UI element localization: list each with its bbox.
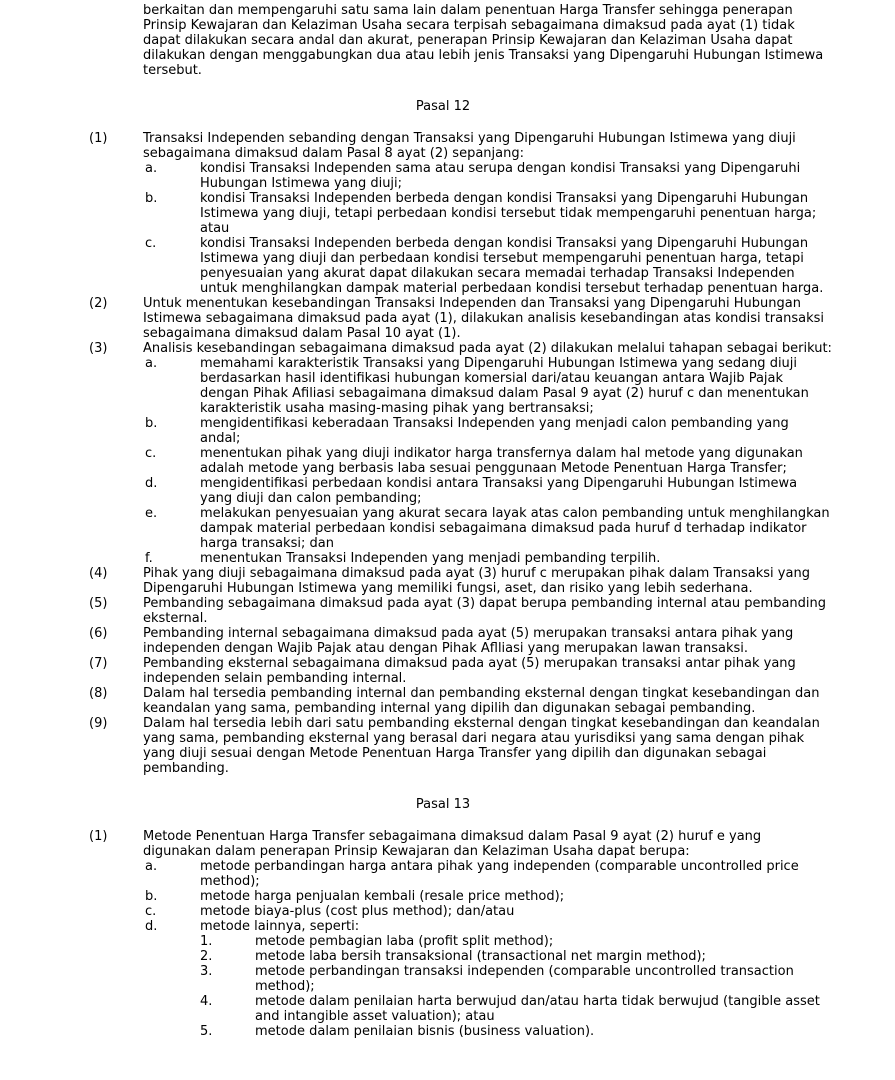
huruf-label: d. — [145, 919, 158, 934]
huruf-text: kondisi Transaksi Independen berbeda dengan kondisi Transaksi yang Dipengaruhi Hubungan Istimewa yang diuji dan perbedaan kondisi tersebut mempengaruhi penentuan harga, tetapi penyesuaian yang akurat dapat dilakukan secara memadai terhadap Transaksi Independen untuk menghilangkan dampak material perbedaan kondisi tersebut terhadap penentuan harga. — [200, 236, 824, 296]
pasal12-ayat-1-huruf-b — [143, 191, 833, 236]
pasal12-ayat-3-huruf-e — [143, 506, 833, 551]
huruf-label: b. — [145, 191, 158, 206]
ayat-text: Pembanding sebagaimana dimaksud pada ayat (3) dapat berupa pembanding internal atau pembanding eksternal. — [143, 596, 827, 626]
pasal13-ayat-1 — [89, 829, 895, 1039]
angka-text: metode perbandingan transaksi independen (comparable uncontrolled transaction method); — [255, 964, 794, 994]
pasal13-ayat-1-huruf-d-angka-2 — [200, 949, 833, 964]
pasal12-ayat-5 — [89, 596, 895, 626]
huruf-text: mengidentifikasi perbedaan kondisi antara Transaksi yang Dipengaruhi Hubungan Istimewa yang diuji dan calon pembanding; — [200, 476, 798, 506]
pasal13-ayat-1-huruf-d-angka-4 — [200, 994, 833, 1024]
pasal12-ayat-2 — [89, 296, 895, 341]
pasal12-ayat-3-huruf-b — [143, 416, 833, 446]
angka-text: metode laba bersih transaksional (transactional net margin method); — [255, 949, 706, 964]
angka-label: 5. — [200, 1024, 213, 1039]
pasal13-ayat-1-huruf-d — [143, 919, 833, 1039]
pasal13-ayat-1-huruf-d-angka-3 — [200, 964, 833, 994]
pasal12-ayat-3-huruf-d — [143, 476, 833, 506]
ayat-text: Pembanding eksternal sebagaimana dimaksud pada ayat (5) merupakan transaksi antar pihak yang independen selain pembanding internal. — [143, 656, 796, 686]
pasal13-ayat-1-huruf-b — [143, 889, 833, 904]
pasal12-ayat-7 — [89, 656, 895, 686]
ayat-number: (3) — [89, 341, 108, 356]
huruf-text: metode biaya-plus (cost plus method); dan/atau — [200, 904, 515, 919]
pasal12-ayat-3-huruf-a — [143, 356, 833, 416]
huruf-label: b. — [145, 416, 158, 431]
angka-label: 2. — [200, 949, 213, 964]
huruf-text: melakukan penyesuaian yang akurat secara layak atas calon pembanding untuk menghilangkan dampak material perbedaan kondisi sebagaimana dimaksud pada huruf d terhadap indikator harga transaksi; dan — [200, 506, 830, 551]
angka-text: metode dalam penilaian bisnis (business valuation). — [255, 1024, 595, 1039]
ayat-number: (9) — [89, 716, 108, 731]
huruf-label: d. — [145, 476, 158, 491]
huruf-text: metode perbandingan harga antara pihak yang independen (comparable uncontrolled price method); — [200, 859, 799, 889]
huruf-text: kondisi Transaksi Independen berbeda dengan kondisi Transaksi yang Dipengaruhi Hubungan Istimewa yang diuji, tetapi perbedaan kondisi tersebut tidak mempengaruhi penentuan harga; atau — [200, 191, 817, 236]
huruf-label: c. — [145, 446, 157, 461]
ayat-number: (5) — [89, 596, 108, 611]
ayat-number: (6) — [89, 626, 108, 641]
pasal12-ayat-4 — [89, 566, 895, 596]
pasal12-ayat-1-huruf-c — [143, 236, 833, 296]
ayat-text: Dalam hal tersedia lebih dari satu pembanding eksternal dengan tingkat kesebandingan dan keandalan yang sama, pembanding eksternal yang berasal dari negara atau yurisdiksi yang sama dengan pihak yang diuji sesuai dengan Metode Penentuan Harga Transfer yang dipilih dan digunakan sebagai pembanding. — [143, 716, 820, 776]
huruf-text: mengidentifikasi keberadaan Transaksi Independen yang menjadi calon pembanding yang andal; — [200, 416, 789, 446]
pasal12-ayat-9 — [89, 716, 895, 776]
huruf-label: a. — [145, 161, 158, 176]
ayat-text: Analisis kesebandingan sebagaimana dimaksud pada ayat (2) dilakukan melalui tahapan sebagai berikut: — [143, 341, 832, 356]
ayat-number: (1) — [89, 829, 108, 844]
huruf-text: menentukan Transaksi Independen yang menjadi pembanding terpilih. — [200, 551, 661, 566]
angka-label: 3. — [200, 964, 213, 979]
ayat-text: Dalam hal tersedia pembanding internal dan pembanding eksternal dengan tingkat kesebandingan dan keandalan yang sama, pembanding internal yang dipilih dan digunakan sebagai pembanding. — [143, 686, 820, 716]
heading-pasal-12: Pasal 12 — [415, 99, 471, 114]
ayat-number: (7) — [89, 656, 108, 671]
ayat-text: Untuk menentukan kesebandingan Transaksi Independen dan Transaksi yang Dipengaruhi Hubungan Istimewa sebagaimana dimaksud pada ayat (1), dilakukan analisis kesebandingan atas kondisi transaksi sebagaimana dimaksud dalam Pasal 10 ayat (1). — [143, 296, 825, 341]
huruf-label: c. — [145, 236, 157, 251]
pasal12-ayat-3-huruf-f — [143, 551, 833, 566]
angka-text: metode pembagian laba (profit split method); — [255, 934, 554, 949]
ayat-text: Transaksi Independen sebanding dengan Transaksi yang Dipengaruhi Hubungan Istimewa yang diuji sebagaimana dimaksud dalam Pasal 8 ayat (2) sepanjang: — [143, 131, 796, 161]
ayat-number: (1) — [89, 131, 108, 146]
pasal12-ayat-1-huruf-a — [143, 161, 833, 191]
pasal12-ayat-3 — [89, 341, 895, 566]
ayat-text: Metode Penentuan Harga Transfer sebagaimana dimaksud dalam Pasal 9 ayat (2) huruf e yang digunakan dalam penerapan Prinsip Kewajaran dan Kelaziman Usaha dapat berupa: — [143, 829, 762, 859]
huruf-text: memahami karakteristik Transaksi yang Dipengaruhi Hubungan Istimewa yang sedang diuji berdasarkan hasil identifikasi hubungan komersial dari/atau keuangan antara Wajib Pajak dengan Pihak Afiliasi sebagaimana dimaksud dalam Pasal 9 ayat (2) huruf c dan menentukan karakteristik usaha masing-masing pihak yang bertransaksi; — [200, 356, 809, 416]
pasal12-ayat-6 — [89, 626, 895, 656]
huruf-label: a. — [145, 859, 158, 874]
huruf-text: kondisi Transaksi Independen sama atau serupa dengan kondisi Transaksi yang Dipengaruhi Hubungan Istimewa yang diuji; — [200, 161, 801, 191]
ayat-number: (4) — [89, 566, 108, 581]
huruf-label: f. — [145, 551, 153, 566]
angka-label: 4. — [200, 994, 213, 1009]
huruf-label: b. — [145, 889, 158, 904]
huruf-text: metode lainnya, seperti: — [200, 919, 360, 934]
pasal13-ayat-1-huruf-d-angka-5 — [200, 1024, 833, 1039]
heading-pasal-13: Pasal 13 — [415, 797, 471, 812]
pasal12-ayat-8 — [89, 686, 895, 716]
ayat-text: Pembanding internal sebagaimana dimaksud pada ayat (5) merupakan transaksi antara pihak yang independen dengan Wajib Pajak atau dengan Pihak Aflliasi yang merupakan lawan transaksi. — [143, 626, 794, 656]
angka-text: metode dalam penilaian harta berwujud dan/atau harta tidak berwujud (tangible asset and intangible asset valuation); atau — [255, 994, 820, 1024]
ayat-number: (8) — [89, 686, 108, 701]
huruf-text: metode harga penjualan kembali (resale price method); — [200, 889, 565, 904]
angka-label: 1. — [200, 934, 213, 949]
ayat-text: Pihak yang diuji sebagaimana dimaksud pada ayat (3) huruf c merupakan pihak dalam Transaksi yang Dipengaruhi Hubungan Istimewa yang memiliki fungsi, aset, dan risiko yang lebih sederhana. — [143, 566, 810, 596]
pasal13-ayat-1-huruf-d-angka-1 — [200, 934, 833, 949]
pasal13-ayat-1-huruf-a — [143, 859, 833, 889]
intro-paragraph: berkaitan dan mempengaruhi satu sama lain dalam penentuan Harga Transfer sehingga penerapan Prinsip Kewajaran dan Kelaziman Usaha secara terpisah sebagaimana dimaksud pada ayat (1) tidak dapat dilakukan secara andal dan akurat, penerapan Prinsip Kewajaran dan Kelaziman Usaha dapat dilakukan dengan menggabungkan dua atau lebih jenis Transaksi yang Dipengaruhi Hubungan Istimewa tersebut. — [143, 3, 824, 78]
huruf-label: c. — [145, 904, 157, 919]
ayat-number: (2) — [89, 296, 108, 311]
pasal13-ayat-1-huruf-c — [143, 904, 833, 919]
huruf-label: e. — [145, 506, 158, 521]
pasal12-ayat-1 — [89, 131, 895, 296]
huruf-label: a. — [145, 356, 158, 371]
huruf-text: menentukan pihak yang diuji indikator harga transfernya dalam hal metode yang digunakan adalah metode yang berbasis laba sesuai penggunaan Metode Penentuan Harga Transfer; — [200, 446, 803, 476]
pasal12-ayat-3-huruf-c — [143, 446, 833, 476]
